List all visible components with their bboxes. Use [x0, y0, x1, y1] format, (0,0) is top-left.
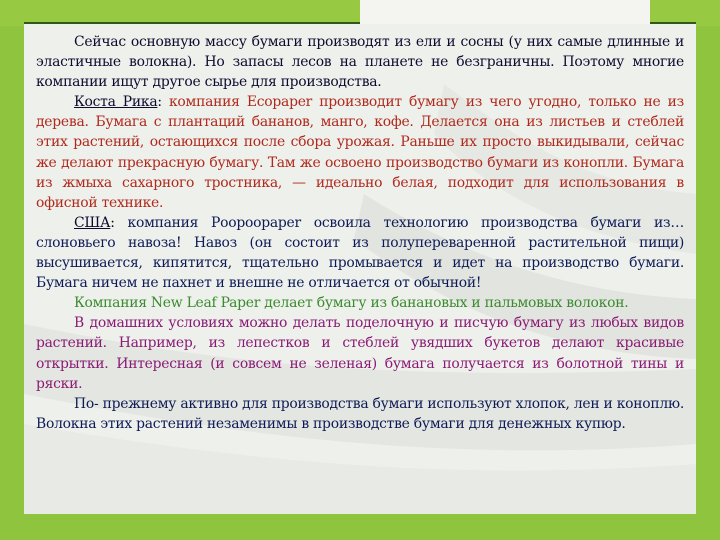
country-costa-rica: Коста Рика: [74, 94, 158, 111]
top-white-band: [360, 0, 650, 26]
paragraph-usa: [36, 213, 684, 293]
article-text: [36, 32, 684, 434]
text-slide-panel: [24, 24, 696, 514]
costa-rica-text: компания Ecopaper производит бумагу из чего угодно, только не из дерева. Бумага с плантаций бананов, манго, кофе. Делается она из листьев и стеблей этих растений, остающихся после сбора урожая. Раньше их просто выкидывали, сейчас же делают прекрасную бумагу. Там же освоено производство бумаги из конопли. Бумага из жмыха сахарного тростника, — идеально белая, подходит для использования в офисной технике.: [36, 94, 685, 211]
colon: :: [157, 94, 162, 111]
paragraph-intro: Сейчас основную массу бумаги производят из ели и сосны (у них самые длинные и эластичные волокна). Но запасы лесов на планете не безграничны. Поэтому многие компании ищут другое сырье для производства.: [36, 34, 684, 91]
paragraph-costa-rica: [36, 92, 684, 213]
usa-text: компания Рoopoopaper освоила технологию производства бумаги из… слоновьего навоза! Навоз (он состоит из полупереваренной растительной пищи) высушивается, кипятится, тщательно промывается и идет на производство бумаги. Бумага ничем не пахнет и внешне не отличается от обычной!: [36, 214, 684, 292]
paragraph-cotton-flax: По- прежнему активно для производства бумаги используют хлопок, лен и коноплю. Волокна этих растений незаменимы в производстве бумаги для денежных купюр.: [36, 395, 684, 432]
country-usa: США: [74, 214, 111, 231]
colon: :: [110, 214, 115, 231]
paragraph-home-paper: В домашних условиях можно делать поделочную и писчую бумагу из любых видов растений. Например, из лепестков и стеблей увядших букетов делают красивые открытки. Интересная (и совсем не зеленая) бумага получается из болотной тины и ряски.: [36, 315, 684, 392]
paragraph-new-leaf-paper: Компания New Leaf Paper делает бумагу из банановых и пальмовых волокон.: [74, 295, 629, 312]
